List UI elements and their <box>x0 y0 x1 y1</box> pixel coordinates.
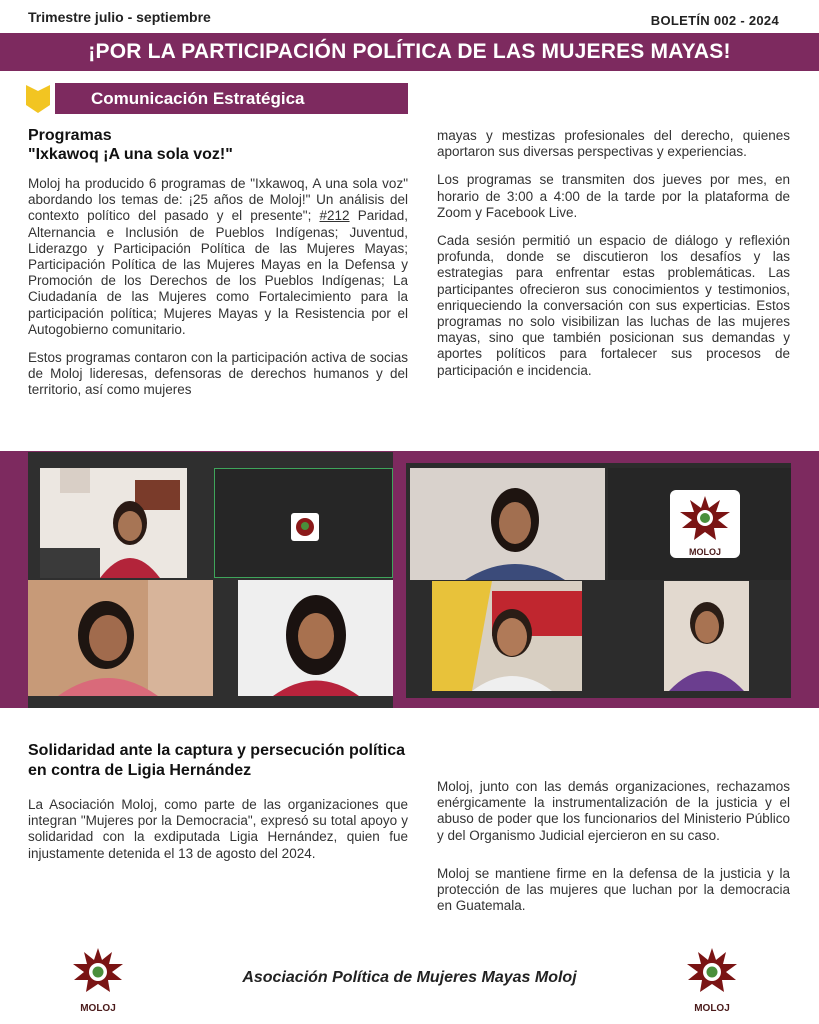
solidarity-title: Solidaridad ante la captura y persecución política en contra de Ligia Hernández <box>28 742 405 779</box>
footer-logo-label-left: MOLOJ <box>80 1003 116 1014</box>
programs-paragraph-3: mayas y mestizas profesionales del derecho, quienes aportaron sus diversas perspectivas y experiencias. <box>437 128 790 160</box>
main-banner <box>0 33 819 71</box>
quarter-label: Trimestre julio - septiembre <box>28 9 211 25</box>
hashtag-link[interactable]: #212 <box>319 208 350 224</box>
participant-photo <box>432 581 582 691</box>
participant-photo <box>238 580 393 696</box>
bulletin-number: BOLETÍN 002 - 2024 <box>650 13 779 28</box>
solidarity-paragraph-2: Moloj, junto con las demás organizaciones, rechazamos enérgicamente la instrumentalización de la justicia y el abuso de poder que los funcionarios del Ministerio Público y del Organismo Judicial ejercieron en su caso. <box>437 779 790 843</box>
programs-right-column <box>437 128 790 391</box>
footer-logo-right <box>682 946 742 1012</box>
programs-left-column <box>28 176 408 411</box>
programs-paragraph-2: Estos programas contaron con la participación activa de socias de Moloj lideresas, defensoras de derechos humanos y del territorio, así como mujeres <box>28 350 408 398</box>
programs-title-line1: Programas <box>28 127 112 144</box>
logo-tile <box>214 468 393 578</box>
chevron-bookmark-icon <box>26 85 50 113</box>
footer-logo-label-right: MOLOJ <box>694 1003 730 1014</box>
participant-photo <box>664 581 749 691</box>
logo-tile <box>608 468 791 580</box>
solidarity-left-column <box>28 797 408 874</box>
moloj-logo-icon <box>291 513 319 541</box>
section-label: Comunicación Estratégica <box>55 83 408 114</box>
solidarity-paragraph-3: Moloj se mantiene firme en la defensa de la justicia y la protección de las mujeres que luchan por la democracia en Guatemala. <box>437 865 790 914</box>
programs-paragraph-5: Cada sesión permitió un espacio de diálogo y reflexión profunda, donde se discutieron los desafíos y las estrategias para enfrentar estas problemáticas. Las participantes ofrecieron sus conocimientos y testimonios, enriqueciendo la conversación con sus experticias. Estos programas no solo visibilizan las luchas de las mujeres mayas, sino que también posicionan sus demandas y aportes políticos para fortalecer sus procesos de participación e incidencia. <box>437 233 790 378</box>
solidarity-paragraph-1: La Asociación Moloj, como parte de las organizaciones que integran "Mujeres por la Democracia", expresó su total apoyo y solidaridad con la exdiputada Ligia Hernández, quien fue injustamente detenida el 13 de agosto del 2024. <box>28 797 408 861</box>
logo-label: MOLOJ <box>688 547 721 557</box>
zoom-screenshot-left <box>28 452 393 708</box>
programs-paragraph-4: Los programas se transmiten dos jueves por mes, en horario de 3:00 a 4:00 de la tarde por la plataforma de Zoom y Facebook Live. <box>437 172 790 220</box>
programs-title <box>28 126 233 164</box>
zoom-screenshot-right <box>406 463 791 698</box>
moloj-logo-icon <box>682 946 742 996</box>
participant-photo <box>40 468 187 578</box>
solidarity-right-column <box>437 779 790 926</box>
footer-org-name: Asociación Política de Mujeres Mayas Moloj <box>242 969 577 986</box>
programs-title-line2: "Ixkawoq ¡A una sola voz!" <box>28 146 233 163</box>
banner-title: ¡POR LA PARTICIPACIÓN POLÍTICA DE LAS MUJERES MAYAS! <box>88 40 731 63</box>
participant-photo <box>410 468 605 580</box>
programs-p1-before: Moloj ha producido 6 programas de "Ixkawoq, A una sola voz" abordando los temas de: ¡25 años de Moloj!" Un análisis del contexto político del pasado y el presente"; <box>28 176 408 224</box>
participant-photo <box>28 580 213 696</box>
programs-p1-after: Paridad, Alternancia e Inclusión de Pueblos Indígenas; Juventud, Liderazgo y Participación Política de las Mujeres Mayas; Participación Política de las Mujeres Mayas en la Defensa y Promoción de los Derechos de los Pueblos Indígenas; La Ciudadanía de las Mujeres como Fortalecimiento para la participación política; Mujeres Mayas y la Resistencia por el Autogobierno comunitario. <box>28 208 408 337</box>
programs-paragraph-1 <box>28 176 408 338</box>
